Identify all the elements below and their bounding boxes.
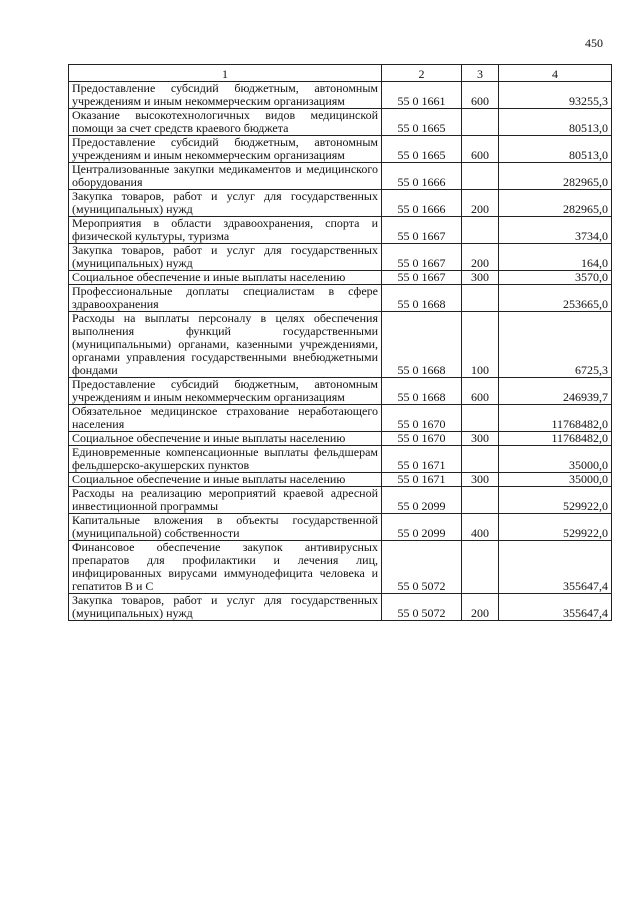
table-row	[69, 190, 612, 217]
cell-name: Закупка товаров, работ и услуг для государственных (муниципальных) нужд	[69, 190, 382, 217]
cell-code: 55 0 1666	[382, 190, 462, 217]
cell-code: 55 0 1668	[382, 378, 462, 405]
cell-type: 600	[462, 136, 499, 163]
cell-code: 55 0 5072	[382, 594, 462, 621]
table-row	[69, 285, 612, 312]
cell-code: 55 0 1667	[382, 271, 462, 285]
cell-amount: 355647,4	[499, 541, 612, 594]
cell-amount: 80513,0	[499, 109, 612, 136]
cell-code: 55 0 1668	[382, 312, 462, 378]
cell-code: 55 0 1670	[382, 432, 462, 446]
table-header-row	[69, 65, 612, 82]
table-row	[69, 271, 612, 285]
cell-amount: 11768482,0	[499, 432, 612, 446]
cell-code: 55 0 1666	[382, 163, 462, 190]
cell-amount: 355647,4	[499, 594, 612, 621]
cell-amount: 11768482,0	[499, 405, 612, 432]
page-number: 450	[585, 36, 603, 50]
cell-name: Предоставление субсидий бюджетным, автономным учреждениям и иным некоммерческим организациям	[69, 82, 382, 109]
cell-type	[462, 541, 499, 594]
table-row	[69, 244, 612, 271]
cell-code: 55 0 2099	[382, 514, 462, 541]
cell-type	[462, 217, 499, 244]
cell-code: 55 0 2099	[382, 487, 462, 514]
table-row	[69, 432, 612, 446]
cell-code: 55 0 1668	[382, 285, 462, 312]
cell-amount: 164,0	[499, 244, 612, 271]
cell-type: 600	[462, 378, 499, 405]
cell-code: 55 0 1671	[382, 473, 462, 487]
cell-amount: 80513,0	[499, 136, 612, 163]
cell-name: Расходы на выплаты персоналу в целях обеспечения выполнения функций государственными (муниципальными) органами, казенными учреждениями, органами управления государственными внебюджетными фондами	[69, 312, 382, 378]
table-row	[69, 136, 612, 163]
cell-code: 55 0 1667	[382, 244, 462, 271]
cell-type: 300	[462, 473, 499, 487]
cell-amount: 35000,0	[499, 446, 612, 473]
cell-amount: 253665,0	[499, 285, 612, 312]
cell-amount: 282965,0	[499, 163, 612, 190]
cell-type: 600	[462, 82, 499, 109]
cell-name: Обязательное медицинское страхование неработающего населения	[69, 405, 382, 432]
cell-type	[462, 405, 499, 432]
cell-type	[462, 487, 499, 514]
table-body	[69, 82, 612, 621]
cell-amount: 93255,3	[499, 82, 612, 109]
cell-code: 55 0 1665	[382, 109, 462, 136]
column-header-name: 1	[69, 65, 382, 82]
cell-type: 300	[462, 432, 499, 446]
cell-name: Профессиональные доплаты специалистам в сфере здравоохранения	[69, 285, 382, 312]
cell-amount: 529922,0	[499, 487, 612, 514]
cell-type: 200	[462, 594, 499, 621]
cell-amount: 3570,0	[499, 271, 612, 285]
table-row	[69, 446, 612, 473]
cell-name: Единовременные компенсационные выплаты фельдшерам фельдшерско-акушерских пунктов	[69, 446, 382, 473]
cell-type	[462, 446, 499, 473]
cell-type	[462, 109, 499, 136]
cell-name: Предоставление субсидий бюджетным, автономным учреждениям и иным некоммерческим организациям	[69, 136, 382, 163]
column-header-type: 3	[462, 65, 499, 82]
cell-name: Социальное обеспечение и иные выплаты населению	[69, 271, 382, 285]
cell-name: Централизованные закупки медикаментов и медицинского оборудования	[69, 163, 382, 190]
cell-code: 55 0 1661	[382, 82, 462, 109]
table-row	[69, 473, 612, 487]
cell-amount: 35000,0	[499, 473, 612, 487]
cell-name: Закупка товаров, работ и услуг для государственных (муниципальных) нужд	[69, 594, 382, 621]
table-row	[69, 487, 612, 514]
table-row	[69, 82, 612, 109]
cell-name: Оказание высокотехнологичных видов медицинской помощи за счет средств краевого бюджета	[69, 109, 382, 136]
cell-name: Социальное обеспечение и иные выплаты населению	[69, 473, 382, 487]
table-row	[69, 594, 612, 621]
cell-name: Социальное обеспечение и иные выплаты населению	[69, 432, 382, 446]
cell-amount: 3734,0	[499, 217, 612, 244]
cell-name: Расходы на реализацию мероприятий краевой адресной инвестиционной программы	[69, 487, 382, 514]
cell-type	[462, 285, 499, 312]
cell-name: Закупка товаров, работ и услуг для государственных (муниципальных) нужд	[69, 244, 382, 271]
cell-amount: 529922,0	[499, 514, 612, 541]
cell-code: 55 0 1665	[382, 136, 462, 163]
table-row	[69, 163, 612, 190]
cell-amount: 6725,3	[499, 312, 612, 378]
cell-amount: 246939,7	[499, 378, 612, 405]
budget-table	[68, 64, 612, 621]
cell-amount: 282965,0	[499, 190, 612, 217]
cell-name: Предоставление субсидий бюджетным, автономным учреждениям и иным некоммерческим организациям	[69, 378, 382, 405]
cell-type: 200	[462, 190, 499, 217]
cell-code: 55 0 1670	[382, 405, 462, 432]
table-row	[69, 217, 612, 244]
table-row	[69, 378, 612, 405]
cell-type: 300	[462, 271, 499, 285]
table-row	[69, 514, 612, 541]
cell-type: 200	[462, 244, 499, 271]
cell-code: 55 0 1667	[382, 217, 462, 244]
cell-type: 400	[462, 514, 499, 541]
cell-code: 55 0 1671	[382, 446, 462, 473]
table-row	[69, 312, 612, 378]
table-row	[69, 109, 612, 136]
cell-name: Мероприятия в области здравоохранения, спорта и физической культуры, туризма	[69, 217, 382, 244]
cell-type	[462, 163, 499, 190]
cell-name: Финансовое обеспечение закупок антивирусных препаратов для профилактики и лечения лиц, инфицированных вирусами иммунодефицита человека и гепатитов В и С	[69, 541, 382, 594]
table-row	[69, 541, 612, 594]
cell-code: 55 0 5072	[382, 541, 462, 594]
column-header-code: 2	[382, 65, 462, 82]
cell-type: 100	[462, 312, 499, 378]
cell-name: Капитальные вложения в объекты государственной (муниципальной) собственности	[69, 514, 382, 541]
column-header-amount: 4	[499, 65, 612, 82]
table-row	[69, 405, 612, 432]
